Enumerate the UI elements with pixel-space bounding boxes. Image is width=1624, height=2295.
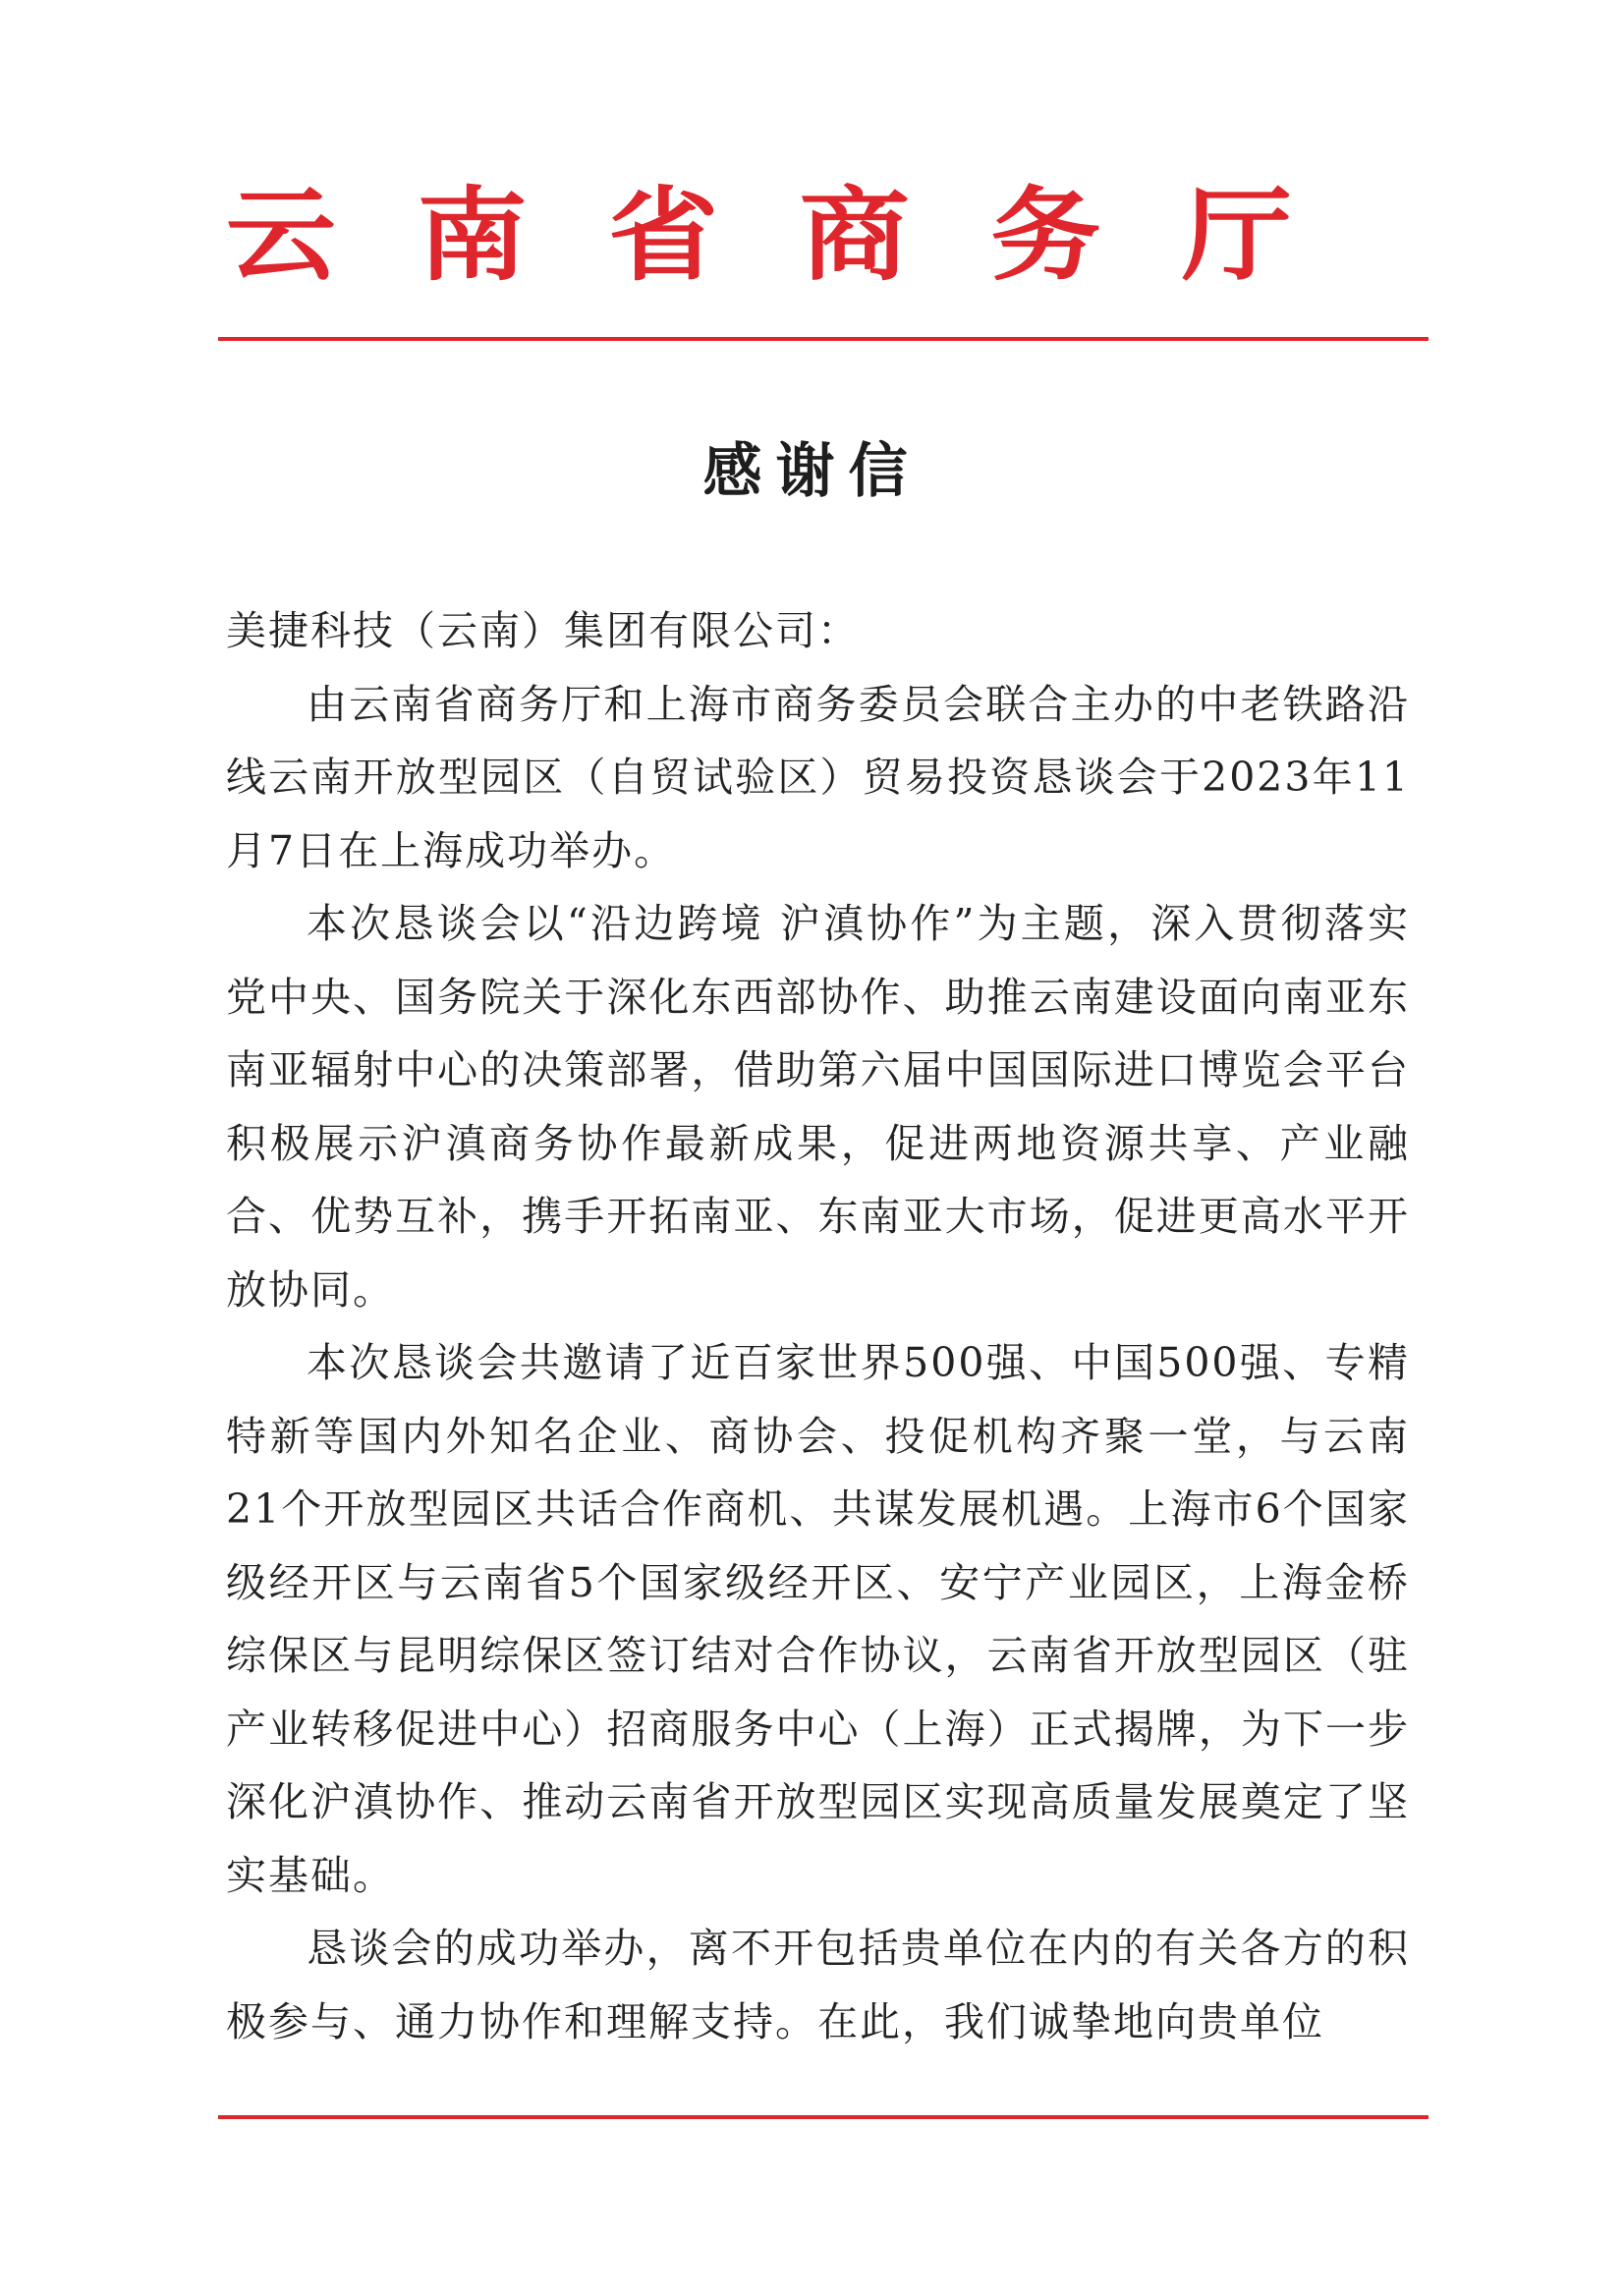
letterhead-char: 云 <box>226 176 336 295</box>
body-paragraph: 本次恳谈会共邀请了近百家世界500强、中国500强、专精特新等国内外知名企业、商协会、投促机构齐聚一堂，与云南21个开放型园区共话合作商机、共谋发展机遇。上海市6个国家级经开区与云南省5个国家级经开区、安宁产业园区，上海金桥综保区与昆明综保区签订结对合作协议，云南省开放型园区（驻产业转移促进中心）招商服务中心（上海）正式揭牌，为下一步深化沪滇协作、推动云南省开放型园区实现高质量发展奠定了坚实基础。 <box>226 1339 1410 1899</box>
letterhead-char: 南 <box>417 176 528 295</box>
letterhead-char: 省 <box>608 176 719 295</box>
letterhead-char: 务 <box>990 176 1101 295</box>
footer-divider <box>218 2115 1428 2119</box>
letter-body <box>226 594 1410 2058</box>
body-paragraph: 恳谈会的成功举办，离不开包括贵单位在内的有关各方的积极参与、通力协作和理解支持。在此，我们诚挚地向贵单位 <box>226 1925 1410 2045</box>
letterhead <box>226 172 1292 300</box>
body-paragraph: 由云南省商务厅和上海市商务委员会联合主办的中老铁路沿线云南开放型园区（自贸试验区）贸易投资恳谈会于2023年11月7日在上海成功举办。 <box>226 680 1410 874</box>
letterhead-divider <box>218 337 1428 341</box>
body-paragraph: 本次恳谈会以“沿边跨境 沪滇协作”为主题，深入贯彻落实党中央、国务院关于深化东西部协作、助推云南建设面向南亚东南亚辐射中心的决策部署，借助第六届中国国际进口博览会平台积极展示沪滇商务协作最新成果，促进两地资源共享、产业融合、优势互补，携手开拓南亚、东南亚大市场，促进更高水平开放协同。 <box>226 900 1410 1314</box>
letterhead-char: 商 <box>799 176 910 295</box>
salutation: 美捷科技（云南）集团有限公司： <box>226 607 860 654</box>
document-title: 感谢信 <box>702 437 922 506</box>
letterhead-char: 厅 <box>1181 176 1292 295</box>
